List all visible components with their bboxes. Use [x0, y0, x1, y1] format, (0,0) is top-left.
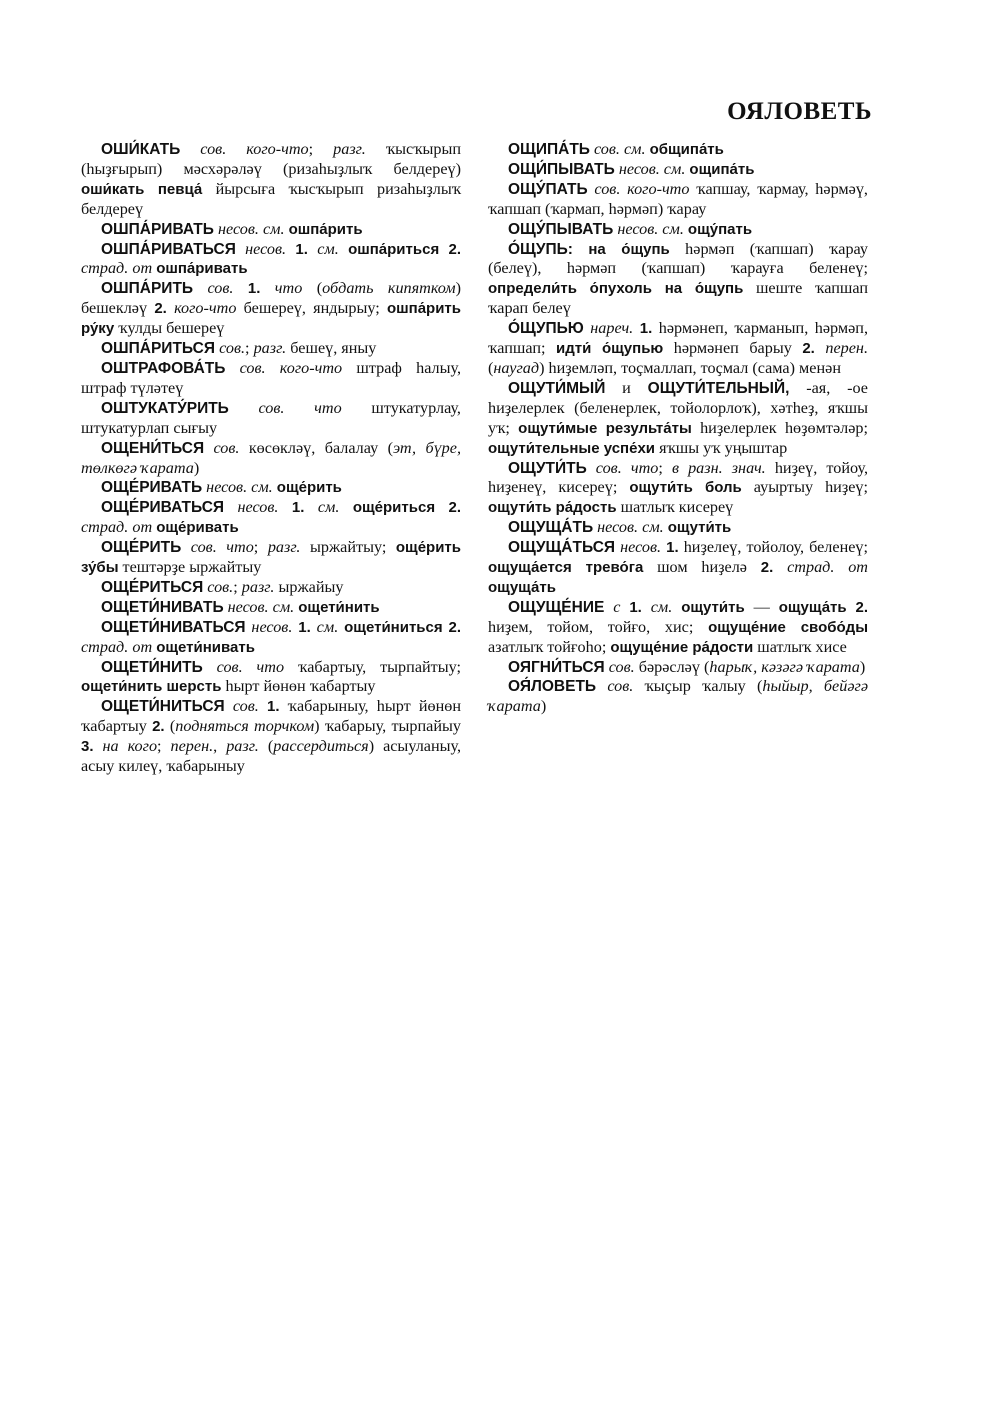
entry-note: несов. см.: [223, 597, 295, 616]
entry-text: ) һиҙемләп, тоҫмаллап, тоҫмал (сама) менән: [539, 358, 841, 377]
entry-text: бешереү, яндырыу;: [236, 299, 387, 318]
entry-example: ощуща́ется трево́га: [488, 559, 644, 577]
dictionary-entry: [81, 399, 461, 439]
dictionary-entry: [488, 180, 868, 220]
entry-example: идти́ о́щупью: [556, 340, 664, 358]
entry-text: һиҙем, тойом, тойғо, хис;: [488, 617, 709, 636]
dictionary-entry: [488, 598, 868, 658]
entry-example: ощети́нить: [298, 598, 380, 616]
entry-note: эт, бүре, төлкөгә ҡарата: [81, 438, 462, 477]
entry-headword: ОЩЕ́РИТЬ: [101, 539, 182, 557]
entry-example: 2.: [154, 300, 167, 318]
entry-example: 3.: [81, 738, 94, 756]
entry-example: 2.: [760, 559, 774, 577]
entry-note: разг.: [253, 339, 287, 358]
entry-text: һиҙелеү, тойолоу, беленеү;: [678, 538, 869, 557]
entry-example: ощути́ть: [681, 598, 745, 616]
entry-headword: ОЩЕ́РИВАТЬСЯ: [101, 499, 225, 517]
entry-example: още́рить зу́бы: [81, 539, 461, 577]
entry-headword: ОЩУЩА́ТЬ: [508, 519, 594, 537]
entry-headword: ОЩУТИ́ТЕЛЬНЫЙ,: [647, 379, 790, 397]
entry-example: 1.: [629, 598, 642, 616]
entry-text: шеште ҡапшап ҡарап белеү: [488, 279, 868, 318]
entry-text: штукатурлау, штукатурлап сығыу: [81, 398, 461, 437]
entry-text: ҡыҫыр ҡалыу (: [633, 677, 763, 696]
entry-example: ощипа́ть: [689, 160, 755, 178]
entry-headword: ОЯГНИ́ТЬСЯ: [508, 658, 605, 676]
entry-example: още́риться: [352, 499, 436, 517]
entry-headword: ОЩУТИ́МЫЙ: [508, 379, 606, 397]
entry-example: ощути́тельные успе́хи: [488, 439, 656, 457]
entry-example: 2.: [448, 240, 462, 258]
dictionary-entry: [81, 359, 461, 399]
entry-text: бешеү, яныу: [286, 339, 377, 358]
entry-text: [339, 498, 352, 516]
entry-note: несов. см.: [202, 478, 273, 497]
entry-text: ыржайыу: [274, 577, 344, 596]
entry-headword: ОШПА́РИВАТЬСЯ: [101, 240, 236, 258]
entry-headword: ОЩИПА́ТЬ: [508, 141, 590, 158]
entry-note: перен.: [814, 339, 868, 358]
entry-text: ҡысҡырып (һыҙғырып) мәсхәрәләү (ризаһыҙлыҡ белдереү): [81, 140, 461, 178]
entry-example: ощуще́ние ра́дости: [610, 638, 754, 656]
dictionary-entry: [488, 160, 868, 180]
right-column: [488, 140, 868, 717]
entry-note: разг.: [241, 577, 275, 596]
dictionary-entry: [488, 240, 868, 320]
entry-note: сов.: [604, 657, 635, 676]
entry-text: азатлыҡ тойғоһо;: [488, 637, 611, 656]
entry-text: -ая, -ое һиҙелерлек (беленерлек, тойолорлоҡ), хәтһеҙ, яҡшы уҡ;: [488, 378, 868, 437]
entry-example: 2.: [448, 618, 462, 636]
entry-example: 1.: [267, 698, 280, 716]
entry-example: определи́ть о́пухоль на о́щупь: [488, 280, 744, 298]
dictionary-entry: [488, 459, 868, 519]
entry-headword: ОЩЕ́РИВАТЬ: [101, 479, 203, 497]
entry-text: ): [540, 697, 547, 716]
entry-headword: ОШТРАФОВА́ТЬ: [101, 359, 226, 377]
entry-headword: ОЩУЩА́ТЬСЯ: [508, 539, 616, 557]
entry-example: ошпа́рить: [288, 220, 363, 238]
entry-headword: ОШПА́РИТЬ: [101, 280, 194, 298]
entry-note: на кого: [93, 737, 158, 756]
entry-example: ощети́нивать: [156, 638, 255, 656]
dictionary-entry: [488, 538, 868, 598]
entry-headword: ОЩУЩЕ́НИЕ: [508, 598, 605, 616]
entry-note: наугад: [493, 358, 540, 377]
entry-note: см.: [641, 597, 673, 616]
entry-text: көсөкләү, балалау (: [239, 438, 393, 457]
left-column: [81, 140, 461, 777]
entry-note: сов. см.: [589, 140, 646, 158]
entry-text: ;: [658, 458, 672, 477]
entry-example: 1.: [298, 618, 311, 636]
entry-note: сов.: [193, 279, 234, 298]
entry-note: сов.: [224, 697, 259, 716]
entry-example: 2.: [448, 499, 462, 517]
entry-note: несов.: [224, 498, 279, 517]
entry-example: 2.: [802, 340, 815, 358]
dictionary-entry: [81, 498, 461, 538]
entry-note: сов. что: [228, 398, 342, 417]
entry-text: ауыртыу һиҙеү;: [741, 478, 869, 497]
entry-example: ощути́ть боль: [629, 479, 742, 497]
entry-example: на о́щупь: [588, 240, 670, 258]
dictionary-entry: [81, 240, 461, 280]
entry-example: оши́кать певца́: [81, 180, 203, 198]
dictionary-entry: [81, 439, 461, 479]
entry-text: бәрәсләү (: [634, 657, 710, 676]
entry-text: и: [605, 378, 648, 397]
dictionary-entry: [488, 319, 868, 379]
entry-note: что: [260, 279, 303, 298]
dictionary-entry: [81, 618, 461, 658]
entry-note: сов. что: [586, 458, 659, 477]
entry-text: [439, 240, 448, 258]
entry-note: несов.: [235, 239, 287, 258]
entry-example: ошпа́риться: [348, 240, 440, 258]
entry-text: яҡшы уҡ уңыштар: [655, 438, 788, 457]
entry-text: ) ҡабарыу, тырпайыу: [314, 717, 461, 736]
entry-text: тештәрҙе ыржайтыу: [118, 558, 262, 577]
entry-text: ,: [213, 737, 227, 756]
entry-headword: ОЩУ́ПЫВАТЬ: [508, 220, 614, 238]
entry-headword: ОШИ́КАТЬ: [101, 141, 181, 158]
entry-note: несов. см.: [613, 219, 684, 238]
entry-headword: ОЩЕТИ́НИТЬСЯ: [101, 698, 225, 716]
running-header: ОЯЛОВЕТЬ: [727, 98, 872, 125]
entry-example: още́ривать: [156, 519, 239, 537]
entry-text: [573, 240, 588, 258]
entry-text: [259, 697, 267, 715]
dictionary-entry: [81, 598, 461, 618]
entry-text: шом һиҙелә: [643, 558, 761, 577]
dictionary-entry: [81, 658, 461, 698]
entry-note: сов. кого-что: [180, 140, 309, 158]
entry-text: [286, 240, 295, 258]
entry-example: ощу́пать: [687, 220, 753, 238]
entry-example: 1.: [295, 240, 308, 258]
dictionary-entry: [81, 538, 461, 578]
entry-text: ҡабартыу, тырпайтыу;: [284, 657, 461, 676]
entry-note: сов.: [203, 577, 234, 596]
entry-text: ) асыуланыу, асыу килеү, ҡабарыныу: [81, 737, 462, 776]
entry-headword: ОЩЕТИ́НИВАТЬ: [101, 598, 224, 616]
entry-note: разг.: [226, 737, 259, 756]
entry-example: ощути́ть: [667, 519, 732, 537]
entry-text: ҡулды бешереү: [114, 319, 225, 338]
dictionary-entry: [81, 220, 461, 240]
entry-text: [233, 279, 247, 297]
entry-note: несов. см.: [593, 518, 664, 537]
entry-example: ощуща́ть: [488, 578, 556, 596]
entry-note: разг.: [267, 538, 301, 557]
entry-example: 1.: [291, 499, 305, 517]
entry-note: страд. от: [81, 259, 153, 278]
entry-note: разг.: [333, 140, 366, 158]
entry-note: сов. что: [181, 538, 254, 557]
entry-example: 2.: [855, 598, 869, 616]
entry-text: ;: [253, 538, 268, 557]
entry-headword: ОЩУ́ПАТЬ: [508, 180, 588, 198]
entry-text: ;: [245, 339, 254, 358]
entry-text: [672, 598, 681, 616]
entry-text: [620, 598, 629, 616]
entry-headword: ОШТУКАТУ́РИТЬ: [101, 399, 229, 417]
entry-note: обдать кипятком: [322, 279, 456, 298]
entry-example: 1.: [639, 320, 653, 338]
entry-example: ощути́ть ра́дость: [488, 499, 617, 517]
entry-text: һәрмәп (ҡапшап) ҡарау (белеү), һәрмәп (ҡапшап) ҡарауға беленеү;: [488, 239, 869, 278]
entry-example: 1.: [666, 539, 679, 557]
dictionary-entry: [81, 478, 461, 498]
entry-headword: ОЩЕТИ́НИТЬ: [101, 658, 203, 676]
entry-example: ощуще́ние свобо́ды: [708, 618, 868, 636]
dictionary-entry: [81, 697, 461, 777]
entry-note: сов. что: [202, 657, 285, 676]
entry-example: ощети́нить шерсть: [81, 678, 222, 696]
entry-text: (: [258, 737, 274, 756]
entry-note: в разн. знач.: [671, 458, 766, 477]
entry-note: несов.: [615, 538, 662, 557]
entry-text: —: [744, 597, 779, 616]
dictionary-entry: [81, 279, 461, 339]
dictionary-entry: [81, 140, 461, 220]
entry-note: перен.: [170, 737, 214, 756]
entry-text: ;: [233, 577, 242, 596]
entry-note: сов.: [204, 438, 240, 457]
entry-text: ;: [157, 737, 171, 756]
entry-text: һәрмәнеп, ҡарманып, һәрмәп, ҡапшап;: [488, 319, 868, 358]
entry-note: см.: [307, 239, 339, 258]
entry-note: несов. см.: [614, 159, 686, 178]
entry-text: йырсыға ҡысҡырып ризаһыҙлыҡ белдереү: [81, 179, 461, 218]
entry-text: [339, 240, 348, 258]
entry-headword: О́ЩУПЬЮ: [508, 320, 584, 338]
entry-text: шатлыҡ кисереү: [616, 498, 734, 517]
entry-example: ощуща́ть: [778, 598, 847, 616]
entry-note: страд. от: [81, 518, 153, 537]
entry-example: ощети́ниться: [344, 618, 443, 636]
entry-headword: ОЩЕ́РИТЬСЯ: [101, 578, 204, 596]
entry-text: шатлыҡ хисе: [753, 637, 847, 656]
dictionary-entry: [488, 677, 868, 717]
entry-headword: ОЩУТИ́ТЬ: [508, 459, 587, 477]
entry-headword: ОЩЕНИ́ТЬСЯ: [101, 439, 205, 457]
entry-text: һырт йөнөн ҡабартыу: [221, 677, 376, 696]
entry-text: ;: [308, 140, 334, 158]
entry-note: кого-что: [166, 299, 237, 318]
entry-note: рассердиться: [273, 737, 369, 756]
dictionary-entry: [81, 578, 461, 598]
entry-note: см.: [310, 617, 339, 636]
entry-note: несов. см.: [213, 219, 285, 238]
entry-text: [278, 498, 291, 516]
entry-text: ҡабарыныу, һырт йөнөн ҡабартыу: [81, 697, 462, 736]
entry-note: см.: [304, 498, 340, 517]
entry-text: [435, 498, 448, 516]
entry-note: сов. кого-что: [225, 358, 343, 377]
entry-note: подняться торчком: [175, 717, 315, 736]
entry-text: ) бешекләү: [81, 279, 462, 318]
entry-note: с: [604, 597, 621, 616]
dictionary-entry: [488, 220, 868, 240]
entry-note: һарыҡ, кәзәгә ҡарата: [709, 657, 860, 676]
entry-note: нареч.: [583, 319, 634, 338]
entry-example: 1.: [247, 280, 261, 298]
dictionary-entry: [488, 518, 868, 538]
entry-text: ): [859, 657, 866, 676]
entry-text: һиҙеү, тойоу, һиҙенеү, кисереү;: [488, 458, 868, 497]
entry-text: һәрмәнеп барыу: [663, 339, 803, 358]
entry-note: сов.: [215, 339, 246, 358]
dictionary-entry: [488, 379, 868, 459]
entry-text: ): [193, 458, 200, 477]
entry-note: несов.: [245, 617, 293, 636]
entry-headword: ОЩИ́ПЫВАТЬ: [508, 160, 615, 178]
dictionary-entry: [488, 140, 868, 160]
entry-headword: ОЯ́ЛОВЕТЬ: [508, 678, 597, 696]
dictionary-entry: [488, 658, 868, 678]
entry-text: ыржайтыу;: [300, 538, 396, 557]
entry-note: страд. от: [773, 558, 868, 577]
entry-example: ощути́мые результа́ты: [518, 419, 692, 437]
entry-example: ошпа́ривать: [156, 260, 248, 278]
dictionary-entry: [81, 339, 461, 359]
entry-text: (: [164, 717, 176, 736]
entry-note: сов. кого-что: [587, 179, 690, 198]
entry-note: һыйыр, бейәгә ҡарата: [488, 677, 868, 716]
entry-note: страд. от: [81, 637, 153, 656]
entry-text: [847, 598, 856, 616]
entry-example: ошпа́рить ру́ку: [81, 300, 461, 338]
entry-text: (: [488, 358, 494, 377]
entry-example: 2.: [152, 718, 165, 736]
entry-headword: О́ЩУПЬ:: [508, 240, 573, 258]
entry-note: сов.: [596, 677, 634, 696]
entry-example: още́рить: [276, 479, 342, 497]
entry-text: штраф һалыу, штраф түләтеү: [81, 358, 461, 397]
entry-text: (: [302, 279, 323, 298]
entry-example: общипа́ть: [649, 141, 724, 158]
entry-headword: ОШПА́РИТЬСЯ: [101, 340, 216, 358]
entry-text: һиҙелерлек һөҙөмтәләр;: [691, 418, 868, 437]
entry-text: ҡапшау, ҡармау, һәрмәү, ҡапшап (ҡармап, һәрмәп) ҡарау: [488, 179, 868, 218]
entry-headword: ОШПА́РИВАТЬ: [101, 220, 214, 238]
entry-headword: ОЩЕТИ́НИВАТЬСЯ: [101, 618, 246, 636]
